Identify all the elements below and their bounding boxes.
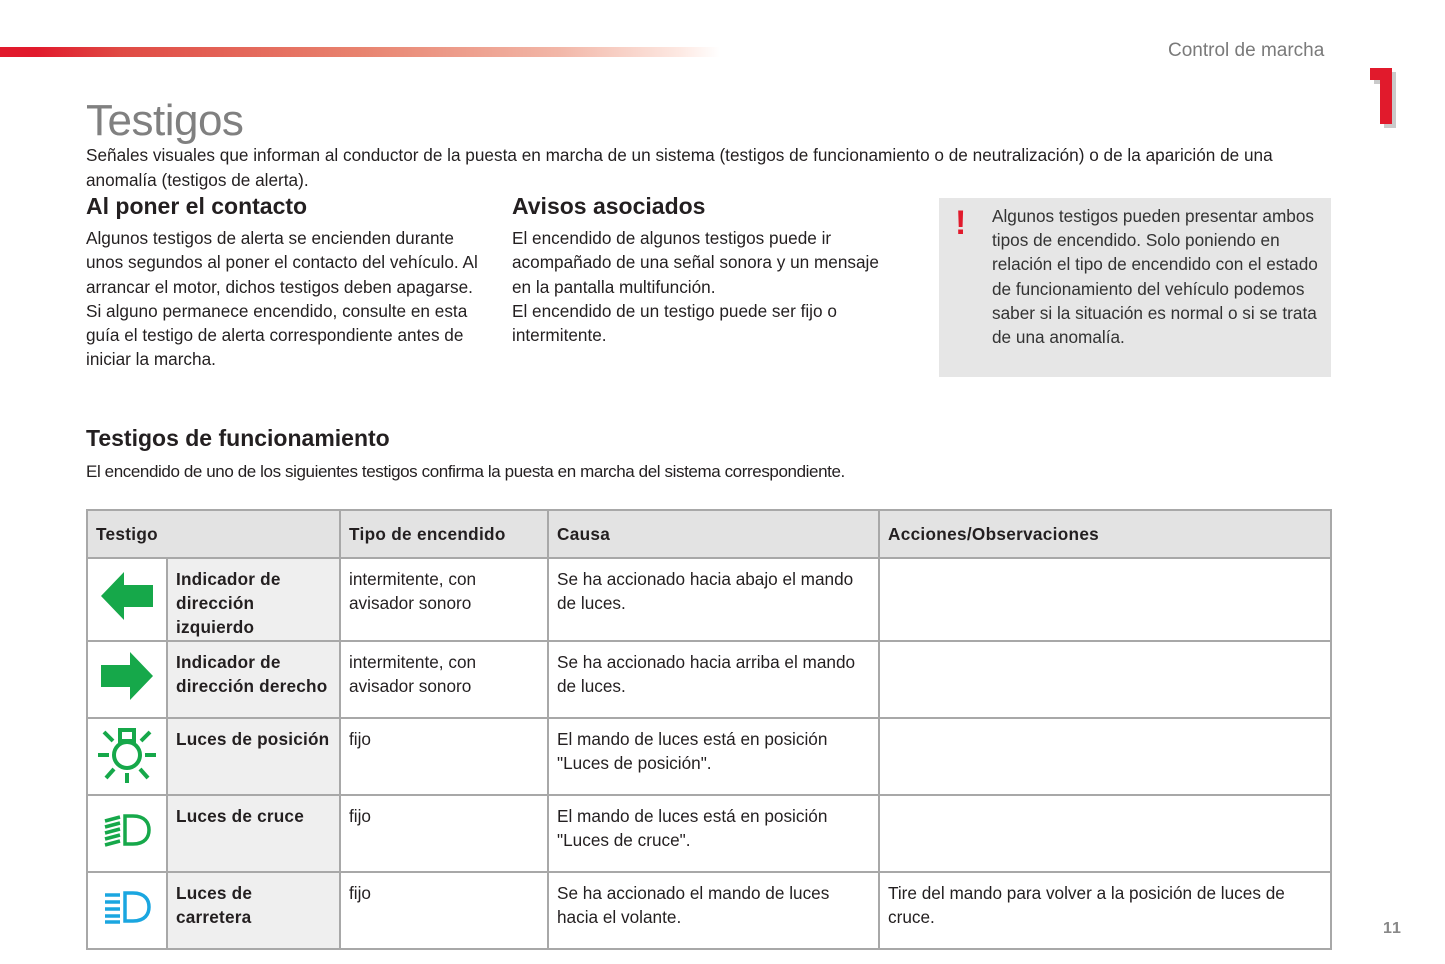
sidelights-icon <box>96 722 158 784</box>
light-acciones <box>879 718 1331 795</box>
header-acciones: Acciones/Observaciones <box>879 510 1331 558</box>
light-causa: Se ha accionado el mando de luces hacia el volante. <box>548 872 879 949</box>
main-beam-icon <box>103 890 151 924</box>
icon-cell <box>87 641 167 718</box>
dipped-beam-icon <box>103 813 151 847</box>
note-text: Algunos testigos pueden presentar ambos tipos de encendido. Solo poniendo en relación el tipo de encendido con el estado de funcionamiento del vehículo podemos saber si la situación es normal o si se trata de una anomalía. <box>992 206 1318 348</box>
light-name: Indicador de dirección izquierdo <box>167 558 340 641</box>
icon-cell <box>87 795 167 872</box>
contact-para-2: Si alguno permanece encendido, consulte en esta guía el testigo de alerta correspondiente antes de iniciar la marcha. <box>86 300 468 370</box>
table-row <box>87 872 1331 949</box>
chapter-number-badge <box>1368 66 1398 128</box>
light-tipo: intermitente, con avisador sonoro <box>340 641 548 718</box>
light-causa: El mando de luces está en posición "Luces de cruce". <box>548 795 879 872</box>
table-row <box>87 718 1331 795</box>
table-row <box>87 558 1331 641</box>
light-acciones: Tire del mando para volver a la posición de luces de cruce. <box>879 872 1331 949</box>
table-header-row <box>87 510 1331 558</box>
page-title: Testigos <box>86 96 244 145</box>
light-acciones <box>879 641 1331 718</box>
avisos-heading: Avisos asociados <box>512 193 706 219</box>
light-name: Indicador de dirección derecho <box>167 641 340 718</box>
page-number: 11 <box>1383 920 1402 937</box>
light-tipo: fijo <box>340 795 548 872</box>
header-tipo: Tipo de encendido <box>340 510 548 558</box>
warning-exclamation-icon: ! <box>955 204 967 242</box>
avisos-para-1: El encendido de algunos testigos puede ir acompañado de una señal sonora y un mensaje en la pantalla multifunción. <box>512 228 879 297</box>
light-causa: El mando de luces está en posición "Luces de posición". <box>548 718 879 795</box>
note-box <box>939 198 1331 377</box>
table-row <box>87 641 1331 718</box>
contact-para-1: Algunos testigos de alerta se encienden durante unos segundos al poner el contacto del vehículo. Al arrancar el motor, dichos testigos deben apagarse. <box>86 228 478 297</box>
light-name: Luces de carretera <box>167 872 340 949</box>
page-intro: Señales visuales que informan al conductor de la puesta en marcha de un sistema (testigos de funcionamiento o de neutralización) o de la aparición de una anomalía (testigos de alerta). <box>86 145 1273 190</box>
header-accent-bar <box>0 47 720 57</box>
light-tipo: fijo <box>340 872 548 949</box>
light-causa: Se ha accionado hacia arriba el mando de luces. <box>548 641 879 718</box>
light-causa: Se ha accionado hacia abajo el mando de luces. <box>548 558 879 641</box>
funcionamiento-intro: El encendido de uno de los siguientes testigos confirma la puesta en marcha del sistema correspondiente. <box>86 462 845 481</box>
light-tipo: fijo <box>340 718 548 795</box>
avisos-section <box>512 194 882 347</box>
header-testigo: Testigo <box>87 510 340 558</box>
icon-cell <box>87 872 167 949</box>
light-tipo: intermitente, con avisador sonoro <box>340 558 548 641</box>
light-name: Luces de posición <box>167 718 340 795</box>
contact-heading: Al poner el contacto <box>86 193 308 219</box>
left-arrow-icon <box>100 570 154 622</box>
right-arrow-icon <box>100 650 154 702</box>
header-causa: Causa <box>548 510 879 558</box>
section-label: Control de marcha <box>1168 40 1325 61</box>
light-acciones <box>879 558 1331 641</box>
light-acciones <box>879 795 1331 872</box>
table-row <box>87 795 1331 872</box>
icon-cell <box>87 718 167 795</box>
icon-cell <box>87 558 167 641</box>
contact-section <box>86 194 486 371</box>
warning-lights-table <box>86 509 1332 950</box>
avisos-para-2: El encendido de un testigo puede ser fijo o intermitente. <box>512 300 837 346</box>
light-name: Luces de cruce <box>167 795 340 872</box>
funcionamiento-heading: Testigos de funcionamiento <box>86 425 390 451</box>
